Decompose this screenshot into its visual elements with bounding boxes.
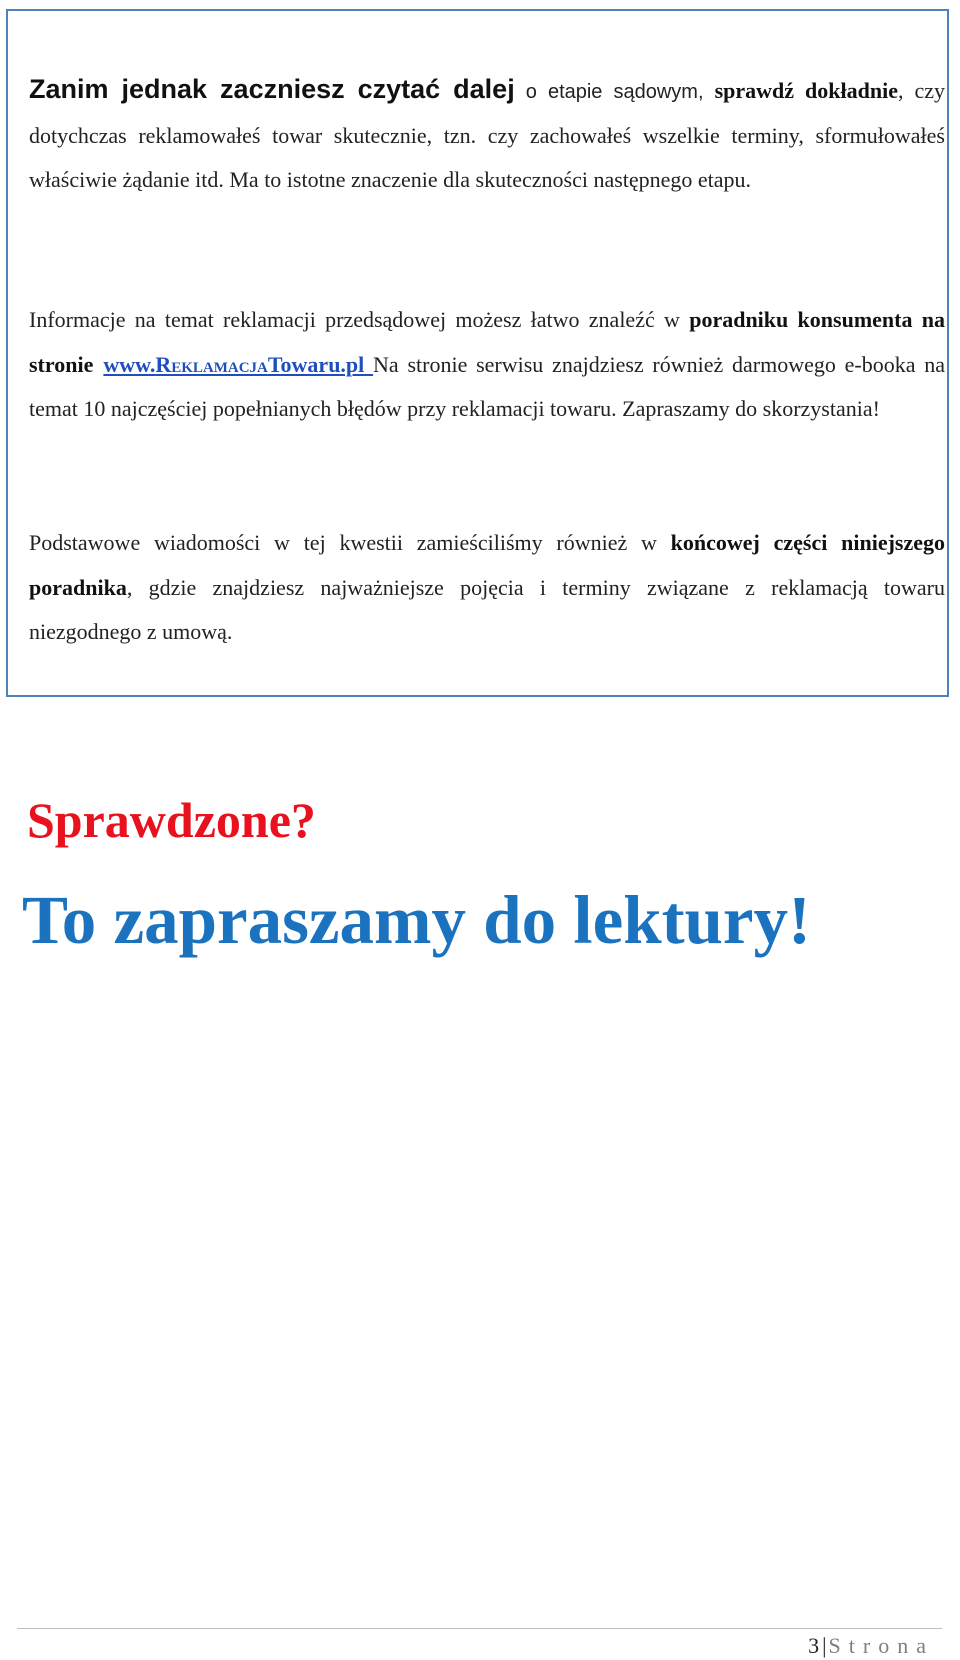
info-text-2: Na stronie serwisu znajdziesz również darmowego e-booka na temat 10 najczęściej popełnianych błędów przy reklamacji towaru. Zapraszamy do skorzystania! (29, 351, 946, 421)
basics-text-1: Podstawowe wiadomości w tej kwestii zamieściliśmy również w (29, 530, 671, 555)
basics-text-2: , gdzie znajdziesz najważniejsze pojęcia i terminy związane z reklamacją towaru niezgodnego z umową. (29, 574, 945, 644)
invite-heading: To zapraszamy do lektury! (22, 882, 812, 958)
info-paragraph (29, 298, 945, 432)
link-suffix: Towaru.pl (267, 351, 374, 377)
basics-bold-section: końcowej części niniejszego poradnika (29, 530, 946, 600)
intro-paragraph (29, 67, 945, 202)
checked-heading: Sprawdzone? (27, 792, 316, 848)
info-bold-guide: poradniku konsumenta na stronie (29, 307, 945, 377)
link-smallcaps: Reklamacja (155, 351, 268, 377)
info-box (6, 9, 949, 697)
page-number: 3 (808, 1633, 820, 1658)
page-footer (808, 1633, 934, 1659)
link-prefix: www. (103, 351, 156, 377)
info-text-1: Informacje na temat reklamacji przedsądowej możesz łatwo znaleźć w (29, 307, 690, 332)
footer-divider (17, 1628, 942, 1629)
intro-after-lead: o etapie sądowym, (514, 81, 715, 103)
footer-page-word: Strona (828, 1633, 934, 1658)
intro-bold-check: sprawdź dokładnie (714, 78, 898, 103)
intro-rest: , czy dotychczas reklamowałeś towar skutecznie, tzn. czy zachowałeś wszelkie terminy, sformułowałeś właściwie żądanie itd. Ma to istotne znaczenie dla skuteczności następnego etapu. (29, 78, 945, 192)
reklamacja-link[interactable] (103, 352, 373, 377)
intro-lead: Zanim jednak zaczniesz czytać dalej (29, 74, 515, 104)
basics-paragraph (29, 521, 945, 655)
footer-separator: | (822, 1633, 827, 1658)
